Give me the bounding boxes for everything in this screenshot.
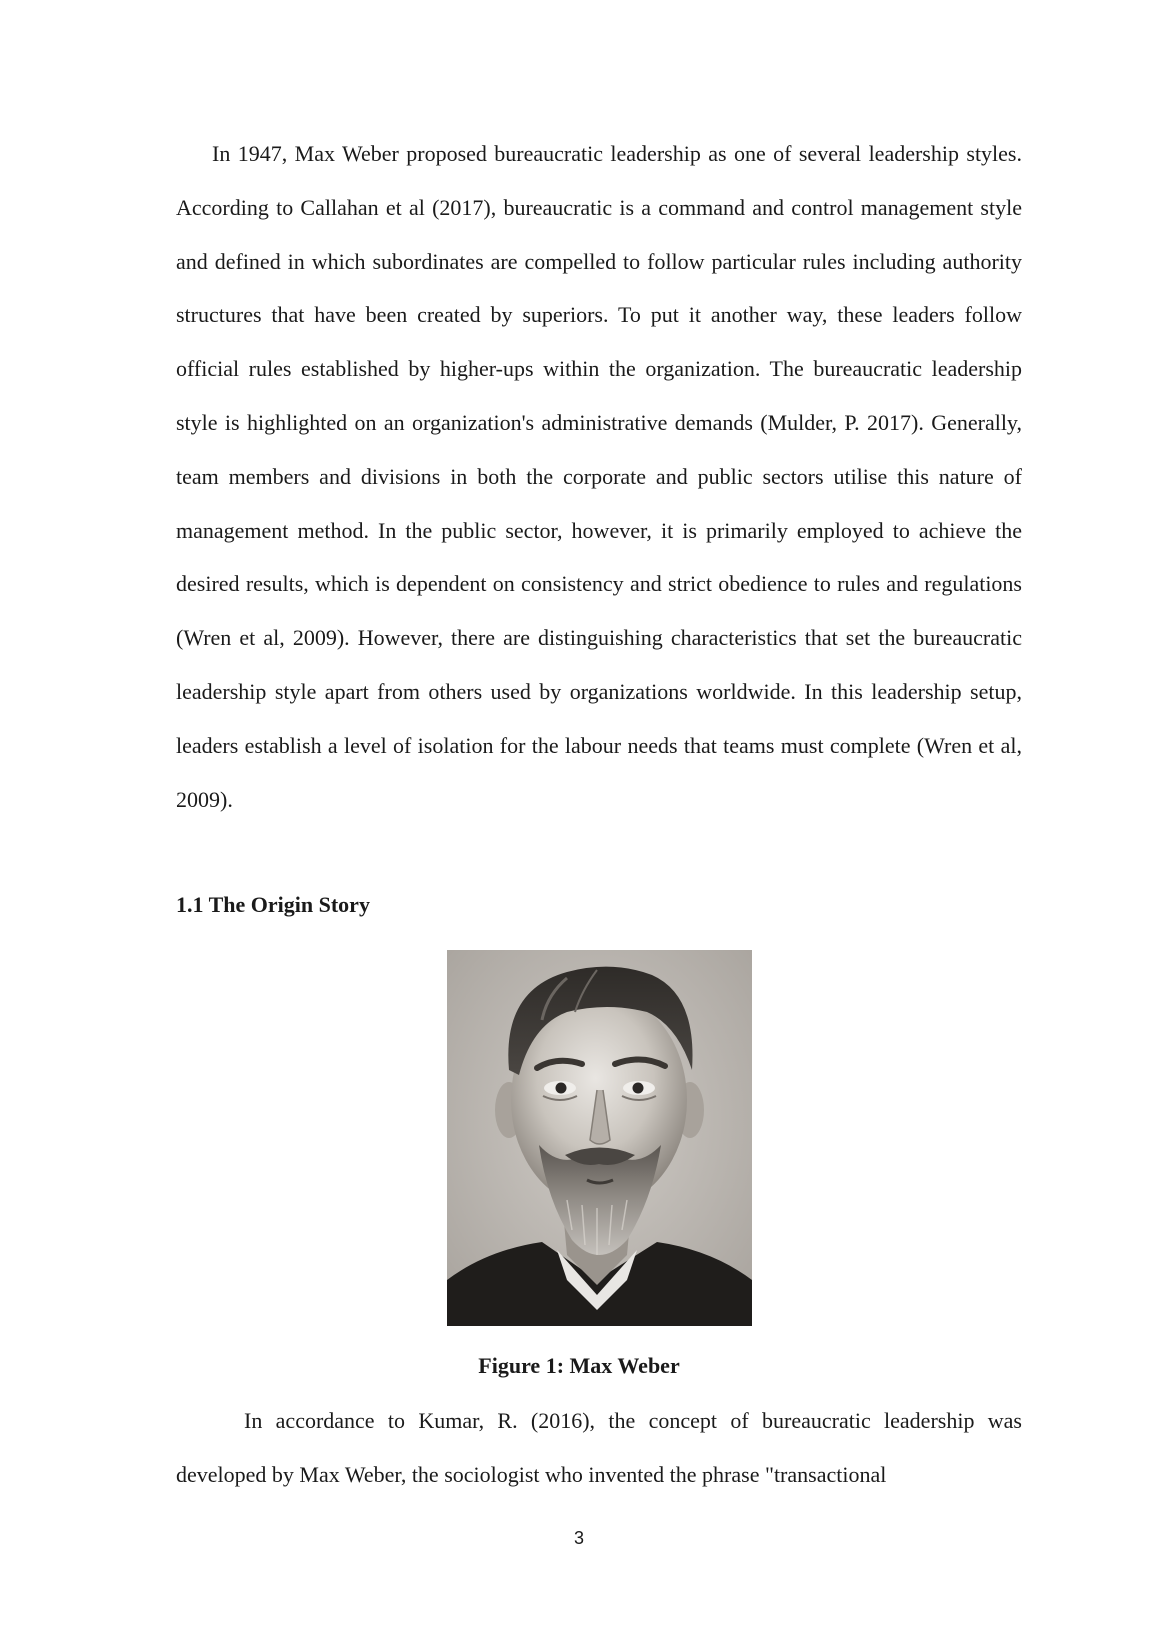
body-paragraph-continued: In accordance to Kumar, R. (2016), the concept of bureaucratic leadership was developed by Max Weber, the sociologist who invented the phrase "transactional — [176, 1408, 1022, 1487]
section-heading: 1.1 The Origin Story — [176, 892, 370, 917]
body-paragraph-intro: In 1947, Max Weber proposed bureaucratic leadership as one of several leadership styles. According to Callahan et al (2017), bureaucratic is a command and control management style and defined in which subordinates are compelled to follow particular rules including authority structures that have been created by superiors. To put it another way, these leaders follow official rules established by higher-ups within the organization. The bureaucratic leadership style is highlighted on an organization's administrative demands (Mulder, P. 2017). Generally, team members and divisions in both the corporate and public sectors utilise this nature of management method. In the public sector, however, it is primarily employed to achieve the desired results, which is dependent on consistency and strict obedience to rules and regulations (Wren et al, 2009). However, there are distinguishing characteristics that set the bureaucratic leadership style apart from others used by organizations worldwide. In this leadership setup, leaders establish a level of isolation for the labour needs that teams must complete (Wren et al, 2009). — [176, 141, 1022, 812]
portrait-photo-icon — [447, 950, 752, 1326]
page-number: 3 — [573, 1528, 584, 1548]
figure-caption: Figure 1: Max Weber — [478, 1353, 680, 1378]
